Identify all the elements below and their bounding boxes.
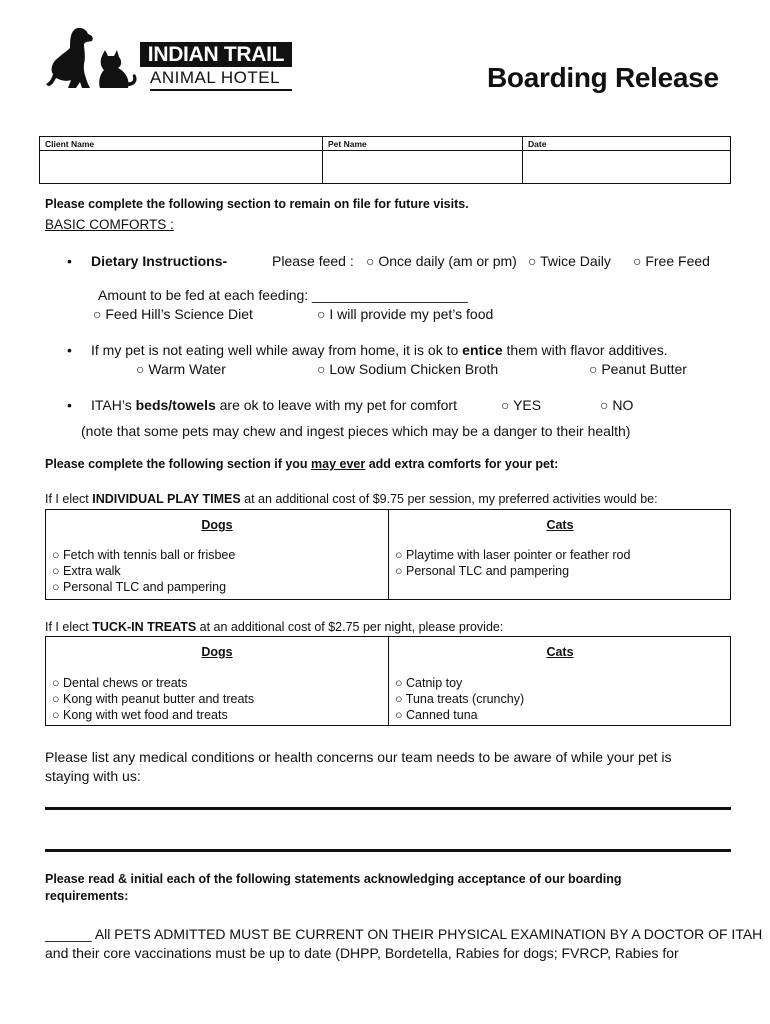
- entice-suffix: them with flavor additives.: [502, 342, 668, 358]
- file-section-intro: Please complete the following section to remain on file for future visits.: [45, 197, 469, 211]
- play-dog-option[interactable]: ○ Extra walk: [52, 564, 121, 578]
- tuck-dog-option[interactable]: ○ Kong with wet food and treats: [52, 708, 228, 722]
- play-dog-option[interactable]: ○ Fetch with tennis ball or frisbee: [52, 548, 236, 562]
- beds-bold: beds/towels: [135, 397, 216, 413]
- play-times-table: [45, 509, 731, 600]
- entice-bold: entice: [462, 342, 503, 358]
- tuck-dogs-list: [52, 675, 254, 723]
- initial-blank[interactable]: ______: [45, 926, 92, 942]
- option-no[interactable]: ○ NO: [600, 397, 634, 413]
- tuck-in-intro: [45, 620, 503, 634]
- tuck-dogs-header: Dogs: [201, 645, 233, 659]
- extra-underlined: may ever: [311, 457, 366, 471]
- basic-comforts-heading: BASIC COMFORTS :: [45, 217, 174, 232]
- bullet-icon: •: [67, 253, 72, 269]
- option-hills-diet[interactable]: ○ Feed Hill’s Science Diet: [93, 306, 253, 322]
- play-dogs-list: [52, 547, 235, 595]
- date-field[interactable]: [523, 151, 731, 184]
- client-name-header: Client Name: [45, 139, 95, 149]
- acknowledge-line1: Please read & initial each of the following statements acknowledging acceptance of our boarding: [45, 872, 622, 886]
- play-cat-option[interactable]: ○ Personal TLC and pampering: [395, 564, 570, 578]
- tuck-suffix: at an additional cost of $2.75 per night, please provide:: [196, 620, 504, 634]
- option-free-feed[interactable]: ○ Free Feed: [633, 253, 710, 269]
- acknowledge-line2: requirements:: [45, 889, 129, 903]
- extra-suffix: add extra comforts for your pet:: [365, 457, 559, 471]
- extra-section-intro: [45, 457, 558, 471]
- pet-name-header: Pet Name: [328, 139, 367, 149]
- page-title: Boarding Release: [487, 62, 719, 93]
- beds-prefix: ITAH’s: [91, 397, 136, 413]
- play-suffix: at an additional cost of $9.75 per session, my preferred activities would be:: [240, 492, 658, 506]
- amount-fed-field[interactable]: Amount to be fed at each feeding: ____________________: [98, 287, 468, 303]
- logo-line-1: INDIAN TRAIL: [140, 42, 292, 67]
- beds-statement: [91, 397, 457, 413]
- medical-answer-line-1[interactable]: [45, 807, 731, 810]
- play-bold: INDIVIDUAL PLAY TIMES: [92, 492, 241, 506]
- tuck-cat-option[interactable]: ○ Catnip toy: [395, 676, 463, 690]
- tuck-prefix: If I elect: [45, 620, 93, 634]
- play-prefix: If I elect: [45, 492, 93, 506]
- tuck-cats-header: Cats: [546, 645, 574, 659]
- option-chicken-broth[interactable]: ○ Low Sodium Chicken Broth: [317, 361, 499, 377]
- statement-text: All PETS ADMITTED MUST BE CURRENT ON THEIR PHYSICAL EXAMINATION BY A DOCTOR OF ITAH: [91, 926, 763, 942]
- dietary-label: Dietary Instructions-: [91, 253, 228, 269]
- play-dog-option[interactable]: ○ Personal TLC and pampering: [52, 580, 227, 594]
- tuck-dog-option[interactable]: ○ Kong with peanut butter and treats: [52, 692, 255, 706]
- statement-line2: and their core vaccinations must be up to date (DHPP, Bordetella, Rabies for dogs; FVRCP, Rabies for: [45, 945, 679, 961]
- play-cats-header: Cats: [546, 518, 574, 532]
- play-cat-option[interactable]: ○ Playtime with laser pointer or feather rod: [395, 548, 631, 562]
- tuck-bold: TUCK-IN TREATS: [92, 620, 197, 634]
- medical-answer-line-2[interactable]: [45, 849, 731, 852]
- medical-prompt-line2: staying with us:: [45, 768, 141, 784]
- tuck-cat-option[interactable]: ○ Tuna treats (crunchy): [395, 692, 525, 706]
- bullet-icon: •: [67, 342, 72, 358]
- option-peanut-butter[interactable]: ○ Peanut Butter: [589, 361, 687, 377]
- beds-note: (note that some pets may chew and ingest pieces which may be a danger to their health): [81, 423, 631, 439]
- extra-prefix: Please complete the following section if you: [45, 457, 312, 471]
- tuck-in-table: [45, 636, 731, 726]
- option-once-daily[interactable]: ○ Once daily (am or pm): [366, 253, 517, 269]
- option-yes[interactable]: ○ YES: [501, 397, 542, 413]
- please-feed-label: Please feed :: [272, 253, 354, 269]
- entice-statement: [91, 342, 668, 358]
- beds-suffix: are ok to leave with my pet for comfort: [215, 397, 457, 413]
- option-twice-daily[interactable]: ○ Twice Daily: [528, 253, 611, 269]
- date-header: Date: [528, 139, 547, 149]
- play-times-intro: [45, 492, 658, 506]
- tuck-cat-option[interactable]: ○ Canned tuna: [395, 708, 478, 722]
- logo-dog-cat-silhouette: [44, 26, 140, 92]
- client-name-field[interactable]: [40, 151, 322, 184]
- client-info-table: [39, 136, 731, 184]
- statement-line1: [45, 926, 762, 942]
- logo-line-2: ANIMAL HOTEL: [150, 67, 292, 91]
- play-cats-list: [395, 547, 630, 579]
- play-dogs-header: Dogs: [201, 518, 233, 532]
- bullet-icon: •: [67, 397, 72, 413]
- entice-prefix: If my pet is not eating well while away from home, it is ok to: [91, 342, 463, 358]
- pet-name-field[interactable]: [323, 151, 522, 184]
- medical-prompt-line1: Please list any medical conditions or health concerns our team needs to be aware of while your pet is: [45, 749, 672, 765]
- tuck-dog-option[interactable]: ○ Dental chews or treats: [52, 676, 188, 690]
- option-own-food[interactable]: ○ I will provide my pet’s food: [317, 306, 494, 322]
- option-warm-water[interactable]: ○ Warm Water: [136, 361, 226, 377]
- tuck-cats-list: [395, 675, 524, 723]
